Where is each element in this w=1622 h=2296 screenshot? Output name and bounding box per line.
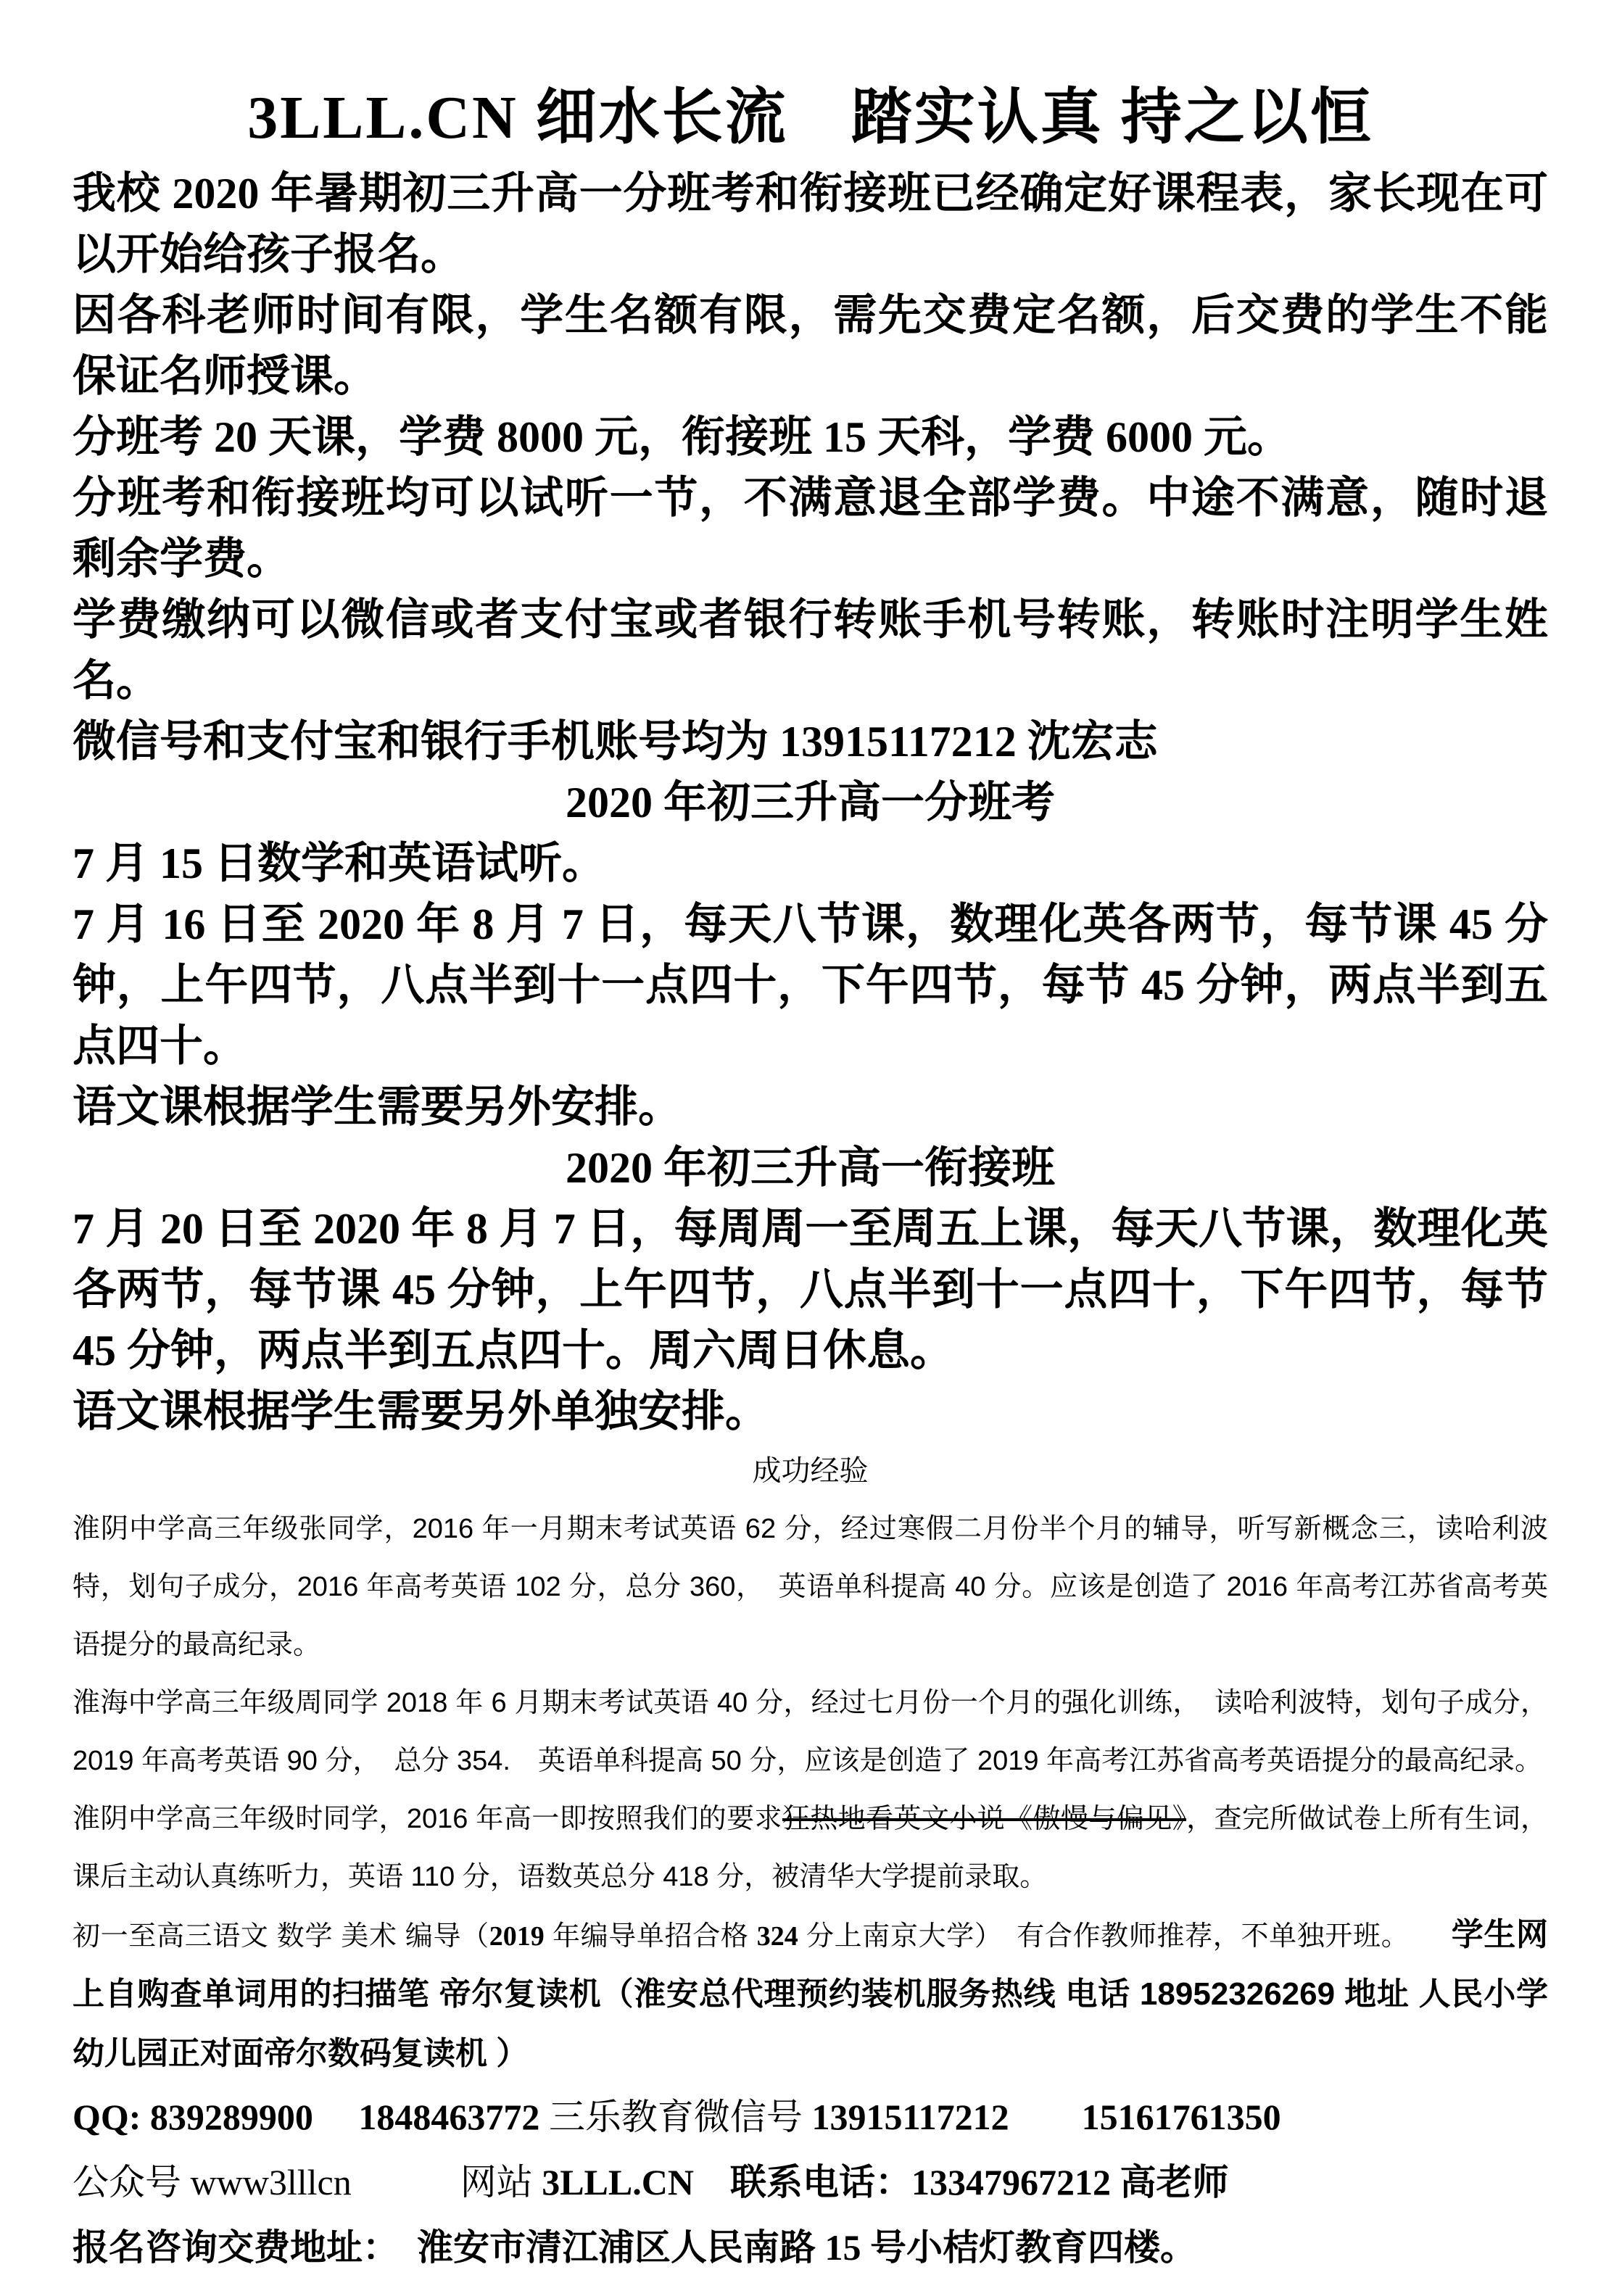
public-account-run: 公众号 www3lllcn 网站: [73, 2162, 542, 2202]
text-run: 语文课根据学生需要另外安排。: [73, 1083, 682, 1131]
paragraph-fenban-trial-date: [73, 833, 1548, 894]
paragraph-xianjie-chinese-note: [73, 1381, 1548, 1442]
text-run: 7 月 15 日数学和英语试听。: [73, 840, 605, 887]
paragraph-fenban-chinese-note: [73, 1077, 1548, 1137]
text-run: 初一至高三语文 数学 美术 编导（: [73, 1921, 489, 1952]
text-run: 淮阴中学高三年级张同学，2016 年一月期末考试英语 62 分，经过寒假二月份半个月的辅导，听写新概念三，读哈利波特，划句子成分，2016 年高考英语 102 分，总分 360， 英语单科提高 40 分。应该是创造了 2016 年高考江苏省高考英语提分的最高纪录。: [73, 1514, 1548, 1660]
text-run: 报名咨询交费地址： 淮安市清江浦区人民南路 15 号小桔灯教育四楼。: [73, 2227, 1196, 2268]
success-case-zhang: [73, 1500, 1548, 1674]
paragraph-courses-and-products: [73, 1906, 1548, 2084]
text-run: 7 月 20 日至 2020 年 8 月 7 日，每周周一至周五上课，每天八节课，数理化英各两节，每节课 45 分钟，上午四节，八点半到十一点四十，下午四节，每节 45 分钟，两点半到五点四十。周六周日休息。: [73, 1205, 1548, 1375]
paragraph-xianjie-schedule: [73, 1198, 1548, 1381]
wechat-label-run: 三乐教育微信号: [548, 2097, 812, 2137]
text-run: 分上南京大学） 有合作教师推荐，不单独开班。: [798, 1921, 1452, 1952]
bold-run: 2019: [489, 1921, 545, 1952]
text-run: 我校 2020 年暑期初三升高一分班考和衔接班已经确定好课程表，家长现在可以开始给孩子报名。: [73, 170, 1548, 278]
success-case-shi: [73, 1790, 1548, 1906]
doc-title: 3LLL.CN 细水长流 踏实认真 持之以恒: [247, 84, 1373, 152]
qq-numbers-run: QQ: 839289900 1848463772: [73, 2097, 549, 2137]
text-run: 7 月 16 日至 2020 年 8 月 7 日，每天八节课，数理化英各两节，每节课 45 分钟，上午四节，八点半到十一点四十，下午四节，每节 45 分钟，两点半到五点四十。: [73, 900, 1548, 1070]
website-phone-run: 3LLL.CN 联系电话：13347967212 高老师: [542, 2162, 1229, 2202]
paragraph-teacher-limit: [73, 285, 1548, 407]
text-run: 年编导单招合格: [544, 1921, 757, 1952]
text-run: 因各科老师时间有限，学生名额有限，需先交费定名额，后交费的学生不能保证名师授课。: [73, 291, 1548, 400]
contact-qq-line: [73, 2084, 1548, 2150]
text-run: 微信号和支付宝和银行手机账号均为 13915117212 沈宏志: [73, 718, 1158, 766]
wechat-numbers-run: 13915117212 15161761350: [811, 2097, 1281, 2137]
paragraph-fenban-schedule: [73, 894, 1548, 1077]
text-run: 分班考和衔接班均可以试听一节，不满意退全部学费。中途不满意，随时退剩余学费。: [73, 474, 1548, 583]
text-run: 2020 年初三升高一分班考: [566, 779, 1055, 826]
contact-web-line: [73, 2150, 1548, 2215]
text-run: 语文课根据学生需要另外单独安排。: [73, 1388, 769, 1435]
section-heading-fenbankao: [73, 772, 1548, 833]
text-run: 淮阴中学高三年级时同学，2016 年高一即按照我们的要求: [73, 1804, 782, 1834]
paragraph-intro: [73, 163, 1548, 285]
text-run: ，查完所做试卷上所有生词，课后主动认真练听力，英语 110 分，语数英总分 418 分，被清华大学提前录取。: [73, 1804, 1548, 1892]
paragraph-fee-info: [73, 407, 1548, 468]
emphasis-run: 学生网上自购查单词用的扫描笔 帝尔复读机（淮安总代理预约装机服务热线 电话 18952326269 地址 人民小学幼儿园正对面帝尔数码复读机 ）: [73, 1917, 1548, 2071]
text-run: 学费缴纳可以微信或者支付宝或者银行转账手机号转账，转账时注明学生姓名。: [73, 596, 1548, 705]
address-line: [73, 2215, 1548, 2280]
paragraph-payment-account: [73, 711, 1548, 772]
text-run: 2020 年初三升高一衔接班: [566, 1144, 1055, 1192]
success-experience-heading: [73, 1442, 1548, 1500]
paragraph-payment-method: [73, 589, 1548, 711]
text-run: 分班考 20 天课，学费 8000 元，衔接班 15 天科，学费 6000 元。: [73, 413, 1291, 461]
text-run: 成功经验: [752, 1455, 869, 1487]
strikethrough-run: 狂热地看英文小说《傲慢与偏见》: [782, 1804, 1187, 1834]
section-heading-xianjieban: [73, 1137, 1548, 1198]
paragraph-trial-refund: [73, 468, 1548, 589]
success-case-zhou: [73, 1674, 1548, 1790]
bold-run: 324: [756, 1921, 798, 1952]
text-run: 淮海中学高三年级周同学 2018 年 6 月期末考试英语 40 分，经过七月份一个月的强化训练， 读哈利波特，划句子成分，2019 年高考英语 90 分， 总分 354. 英语单科提高 50 分，应该是创造了 2019 年高考江苏省高考英语提分的最高纪录。: [73, 1688, 1548, 1776]
